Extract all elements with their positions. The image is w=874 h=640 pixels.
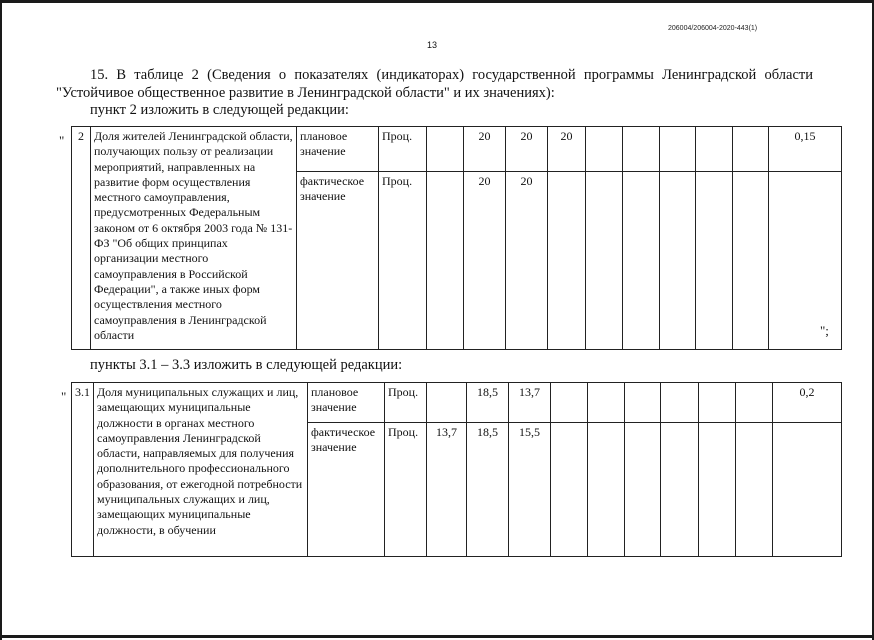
indicator-number: 3.1: [72, 383, 94, 557]
value-cell: 0,2: [773, 383, 842, 423]
value-cell: [625, 383, 661, 423]
value-cell: [427, 172, 464, 350]
value-kind: плановое значение: [297, 127, 379, 172]
document-id: 206004/206004-2020-443(1): [668, 25, 758, 32]
value-cell: 13,7: [427, 423, 467, 557]
indicator-description: Доля муниципальных служащих и лиц, замещающих муниципальные должности в органах местного самоуправления Ленинградской области, направляемых для получения дополнительного профессионального образования, от ежегодной потребности муниципальных служащих и лиц, замещающих муниципальные должности, в обучении: [94, 383, 308, 557]
value-cell: [427, 127, 464, 172]
opening-quote-2: ": [61, 389, 67, 404]
value-cell: 18,5: [467, 383, 509, 423]
value-cell: 13,7: [509, 383, 551, 423]
value-cell: [588, 423, 625, 557]
value-cell: [699, 423, 736, 557]
value-cell: [661, 423, 699, 557]
value-cell: 20: [506, 172, 548, 350]
value-cell: [548, 172, 586, 350]
unit: Проц.: [385, 423, 427, 557]
indicator-table-point-3-1: [71, 382, 842, 557]
value-cell: [551, 383, 588, 423]
value-cell: [736, 423, 773, 557]
closing-quote: ";: [820, 323, 829, 338]
value-cell: [625, 423, 661, 557]
page-border-top: [0, 0, 874, 3]
value-cell: [736, 383, 773, 423]
value-kind: плановое значение: [308, 383, 385, 423]
value-cell: [551, 423, 588, 557]
value-cell: 20: [548, 127, 586, 172]
value-cell: [661, 383, 699, 423]
table-row: [72, 127, 842, 172]
value-cell: [586, 172, 623, 350]
indicator-number: 2: [72, 127, 91, 350]
value-cell: 15,5: [509, 423, 551, 557]
page-border-bottom: [0, 635, 874, 638]
intro-paragraph: 15. В таблице 2 (Сведения о показателях (индикаторах) государственной программы Ленинградской области "Устойчивое общественное развитие в Ленинградской области" и их значениях):: [56, 67, 813, 101]
unit: Проц.: [385, 383, 427, 423]
value-cell: [660, 127, 696, 172]
value-cell: [773, 423, 842, 557]
value-cell: [623, 127, 660, 172]
value-cell: [696, 127, 733, 172]
unit: Проц.: [379, 127, 427, 172]
value-cell: 20: [464, 127, 506, 172]
indicator-description: Доля жителей Ленинградской области, получающих пользу от реализации мероприятий, направленных на развитие форм осуществления местного самоуправления, предусмотренных Федеральным законом от 6 октября 2003 года № 131-ФЗ "Об общих принципах организации местного самоуправления в Российской Федерации", а также иных форм осуществления местного самоуправления в Ленинградской области: [91, 127, 297, 350]
value-cell: [586, 127, 623, 172]
value-cell: [588, 383, 625, 423]
value-cell: [660, 172, 696, 350]
value-cell: [696, 172, 733, 350]
indicator-table-point-2: [71, 126, 842, 350]
value-cell: 20: [464, 172, 506, 350]
value-kind: фактическое значение: [308, 423, 385, 557]
page-number: 13: [427, 40, 438, 50]
value-kind: фактическое значение: [297, 172, 379, 350]
value-cell: 18,5: [467, 423, 509, 557]
page-border-left: [0, 0, 2, 640]
subheading-point-2: пункт 2 изложить в следующей редакции:: [90, 102, 349, 118]
value-cell: [699, 383, 736, 423]
value-cell: [733, 172, 769, 350]
subheading-points-3-1-3-3: пункты 3.1 – 3.3 изложить в следующей редакции:: [90, 357, 403, 373]
value-cell: 0,15: [769, 127, 842, 172]
value-cell: [427, 383, 467, 423]
table-row: [72, 383, 842, 423]
value-cell: [733, 127, 769, 172]
opening-quote-1: ": [59, 133, 65, 148]
unit: Проц.: [379, 172, 427, 350]
value-cell: [623, 172, 660, 350]
value-cell: 20: [506, 127, 548, 172]
value-cell: [769, 172, 842, 350]
